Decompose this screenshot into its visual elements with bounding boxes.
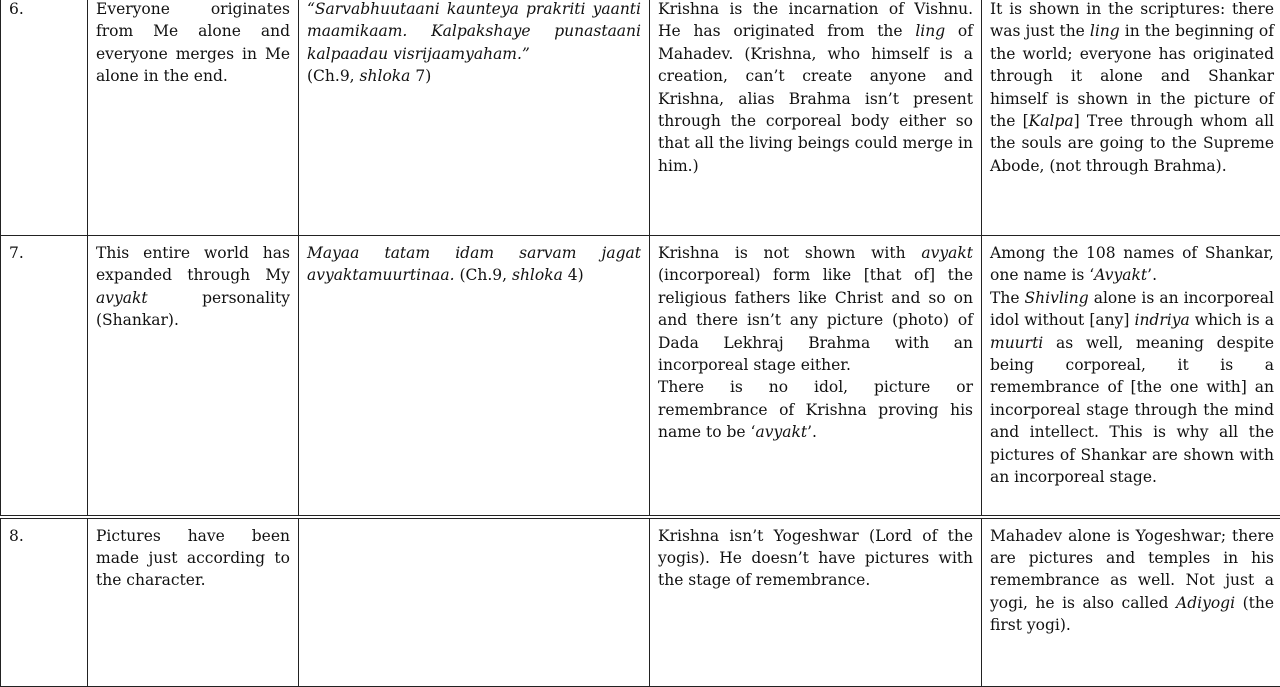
chapter-ref-em: shloka [512, 266, 563, 284]
text-run: ] Tree through whom all the souls are going to the Supreme Abode, (not through Brahma). [990, 112, 1274, 175]
text-run: Krishna is not shown with [658, 244, 921, 262]
shankar-cell [982, 0, 1280, 236]
emphasis-run: avyakt [921, 244, 973, 262]
paragraph [990, 242, 1274, 287]
text-run: There is no idol, picture or remembrance of Krishna proving his name to be ‘ [658, 378, 973, 441]
text-run: Mahadev alone is Yogeshwar; there are pictures and temples in his remembrance as well. Not just a yogi, he is also called [990, 527, 1274, 612]
paragraph [990, 287, 1274, 489]
text-run: This entire world has expanded through My [96, 244, 290, 284]
text-run: It is shown in the scriptures: there was just the [990, 0, 1274, 40]
emphasis-run: Shivling [1025, 289, 1089, 307]
scripture-quote-cell [299, 236, 650, 517]
text-run: The [990, 289, 1025, 307]
emphasis-run: avyakt [755, 423, 807, 441]
emphasis-run: muurti [990, 334, 1043, 352]
emphasis-run: ling [1090, 22, 1120, 40]
text-run: ’. [807, 423, 817, 441]
row-number: 7. [1, 236, 88, 517]
chapter-ref-em: shloka [360, 67, 411, 85]
table-row [1, 0, 1280, 236]
chapter-ref-end: 7) [410, 67, 431, 85]
text-run: alone is an incorporeal idol without [any] [990, 289, 1274, 329]
scripture-quote-cell [299, 0, 650, 236]
emphasis-run: Kalpa [1029, 112, 1074, 130]
paragraph [658, 376, 973, 443]
krishna-cell [650, 0, 982, 236]
text-run: which is a [1190, 311, 1274, 329]
emphasis-run: indriya [1134, 311, 1189, 329]
text-run: of Mahadev. (Krishna, who himself is a creation, can’t create anyone and Krishna, alias Brahma isn’t present through the corporeal body either so that all the living beings could merge in him.) [658, 22, 973, 174]
emphasis-run: Adiyogi [1176, 594, 1235, 612]
claim-cell [88, 236, 299, 517]
emphasis-run: Avyakt [1094, 266, 1147, 284]
chapter-ref: (Ch.9, [307, 67, 360, 85]
sanskrit-quote: “Sarvabhuutaani kaunteya prakriti yaanti maamikaam. Kalpakshaye punastaani kalpaadau visrijaamyaham.” [307, 0, 641, 63]
krishna-cell [650, 236, 982, 517]
text-run: (the first yogi). [990, 594, 1274, 634]
claim-cell: Pictures have been made just according to the character. [88, 517, 299, 687]
table-row [1, 236, 1280, 517]
text-run: Krishna is the incarnation of Vishnu. He has originated from the [658, 0, 973, 40]
text-run: personality (Shankar). [96, 289, 290, 329]
row-number: 8. [1, 517, 88, 687]
shankar-cell [982, 517, 1280, 687]
emphasis-run: avyakt [96, 289, 148, 307]
text-run: in the beginning of the world; everyone has originated through it alone and Shankar himself is shown in the picture of the [ [990, 22, 1274, 130]
chapter-ref: (Ch.9, [455, 266, 512, 284]
text-run: as well, meaning despite being corporeal, it is a remembrance of [the one with] an incorporeal stage through the mind and intellect. This is why all the pictures of Shankar are shown with an incorporeal stage. [990, 334, 1274, 486]
text-run: (incorporeal) form like [that of] the religious fathers like Christ and so on and there isn’t any picture (photo) of Dada Lekhraj Brahma with an incorporeal stage either. [658, 266, 973, 374]
emphasis-run: ling [915, 22, 945, 40]
text-run: ’. [1147, 266, 1157, 284]
krishna-cell: Krishna isn’t Yogeshwar (Lord of the yogis). He doesn’t have pictures with the stage of remembrance. [650, 517, 982, 687]
claim-cell: Everyone originates from Me alone and everyone merges in Me alone in the end. [88, 0, 299, 236]
scripture-quote-cell [299, 517, 650, 687]
row-number: 6. [1, 0, 88, 236]
table-row [1, 517, 1280, 687]
text-run: Among the 108 names of Shankar, one name is ‘ [990, 244, 1274, 284]
sanskrit-quote: Mayaa tatam idam sarvam jagat avyaktamuurtinaa. [307, 244, 641, 284]
shankar-cell [982, 236, 1280, 517]
chapter-ref-end: 4) [563, 266, 584, 284]
paragraph [658, 242, 973, 376]
